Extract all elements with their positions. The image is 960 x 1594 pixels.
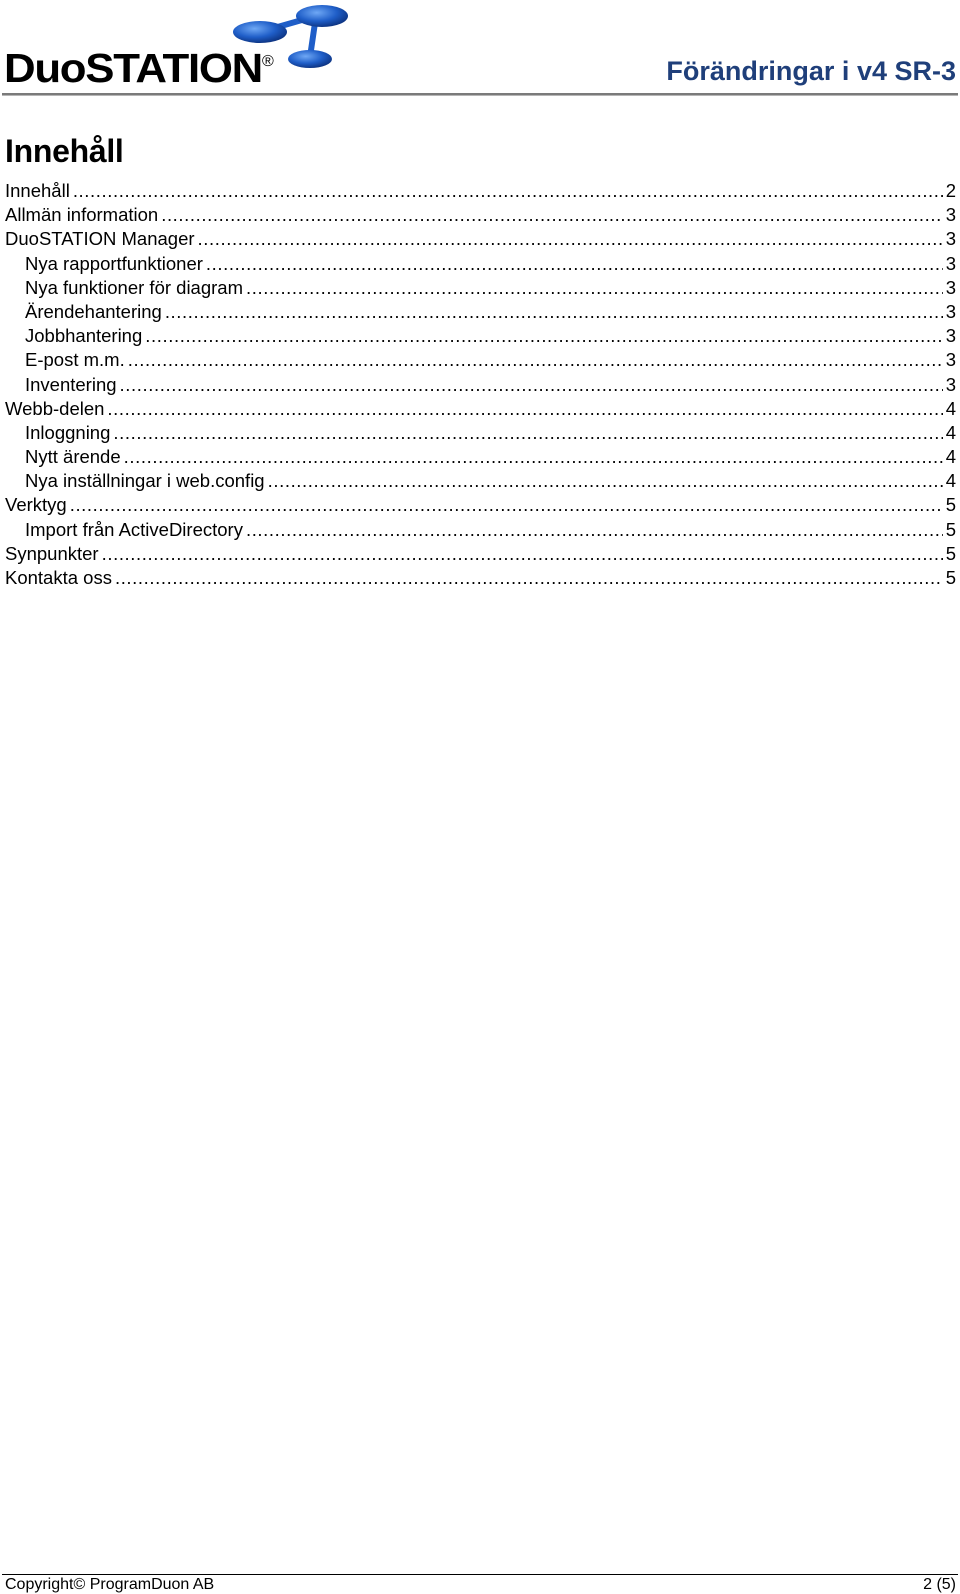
footer-copyright: Copyright© ProgramDuon AB	[5, 1576, 215, 1593]
toc-entry-label: Verktyg	[5, 494, 67, 516]
toc-entry-label: Innehåll	[5, 180, 70, 201]
toc-dot-leader	[145, 324, 942, 348]
footer-page-number: 2 (5)	[923, 1576, 956, 1593]
toc-entry-page: 4	[945, 397, 956, 419]
toc-entry[interactable]	[5, 252, 956, 276]
toc-dot-leader	[268, 469, 943, 493]
toc-entry-label: Allmän information	[5, 204, 159, 226]
toc-entry-label: Synpunkter	[5, 542, 99, 564]
header-divider	[2, 93, 958, 96]
toc-entry-page: 4	[945, 446, 956, 468]
toc-entry[interactable]	[5, 348, 956, 372]
toc-entry[interactable]	[5, 469, 956, 493]
document-title: Förändringar i v4 SR-3	[666, 56, 956, 86]
toc-entry-page: 3	[945, 276, 956, 298]
toc-entry[interactable]	[5, 276, 956, 300]
page-header	[0, 0, 960, 100]
toc-entry-page: 2	[945, 180, 956, 201]
toc-entry-label: E-post m.m.	[25, 349, 125, 371]
logo-registered-mark: ®	[262, 53, 274, 70]
toc-entry-page: 5	[945, 542, 956, 564]
toc-dot-leader	[70, 493, 943, 517]
page-footer	[5, 1576, 956, 1594]
toc-entry-label: Inventering	[25, 373, 117, 395]
toc-entry-label: Inloggning	[25, 421, 111, 443]
toc-entry-page: 5	[945, 567, 956, 588]
toc-entry[interactable]	[5, 518, 956, 542]
toc-heading: Innehåll	[5, 133, 124, 169]
toc-dot-leader	[165, 300, 943, 324]
toc-entry[interactable]	[5, 300, 956, 324]
toc-entry-label: Nya funktioner för diagram	[25, 276, 243, 298]
toc-entry-page: 3	[945, 204, 956, 226]
toc-dot-leader	[102, 542, 943, 566]
toc-dot-leader	[128, 348, 943, 372]
toc-entry-label: Import från ActiveDirectory	[25, 518, 243, 540]
toc-entry-label: DuoSTATION Manager	[5, 228, 195, 250]
toc-entry-label: Webb-delen	[5, 397, 105, 419]
toc-entry-page: 4	[945, 470, 956, 492]
toc-entry-label: Ärendehantering	[25, 300, 162, 322]
toc-entry-page: 5	[945, 494, 956, 516]
toc-dot-leader	[115, 566, 943, 590]
toc-entry[interactable]	[5, 421, 956, 445]
toc-entry-label: Nytt ärende	[25, 446, 121, 468]
toc-entry-page: 3	[945, 228, 956, 250]
toc-entry[interactable]	[5, 493, 956, 517]
toc-entry-label: Jobbhantering	[25, 325, 143, 347]
toc-entry-page: 4	[945, 421, 956, 443]
toc-entry-label: Nya rapportfunktioner	[25, 252, 203, 274]
toc-entry[interactable]	[5, 324, 956, 348]
toc-dot-leader	[113, 421, 942, 445]
toc-entry-label: Nya inställningar i web.config	[25, 470, 265, 492]
toc-entry-page: 3	[945, 252, 956, 274]
toc-entry[interactable]	[5, 445, 956, 469]
logo-wordmark: DuoSTATION	[4, 45, 262, 91]
toc-entry-page: 5	[945, 518, 956, 540]
toc-dot-leader	[120, 373, 943, 397]
toc-entry-label: Kontakta oss	[5, 567, 112, 588]
toc-entry[interactable]	[5, 179, 956, 203]
toc-dot-leader	[246, 276, 943, 300]
toc-entry-page: 3	[945, 373, 956, 395]
toc-entry[interactable]	[5, 566, 956, 590]
toc-entry-page: 3	[945, 300, 956, 322]
toc-entry-page: 3	[945, 325, 956, 347]
toc-entry[interactable]	[5, 373, 956, 397]
toc-entry-page: 3	[945, 349, 956, 371]
toc-dot-leader	[246, 518, 943, 542]
toc-entry[interactable]	[5, 203, 956, 227]
toc-dot-leader	[198, 227, 943, 251]
toc-dot-leader	[124, 445, 943, 469]
toc-entry[interactable]	[5, 227, 956, 251]
toc-entry[interactable]	[5, 542, 956, 566]
toc-dot-leader	[206, 252, 943, 276]
footer-divider	[2, 1574, 958, 1575]
table-of-contents	[5, 179, 956, 590]
duostation-logo	[4, 2, 364, 92]
toc-dot-leader	[107, 397, 942, 421]
toc-entry[interactable]	[5, 397, 956, 421]
toc-dot-leader	[161, 203, 943, 227]
toc-dot-leader	[73, 179, 943, 203]
